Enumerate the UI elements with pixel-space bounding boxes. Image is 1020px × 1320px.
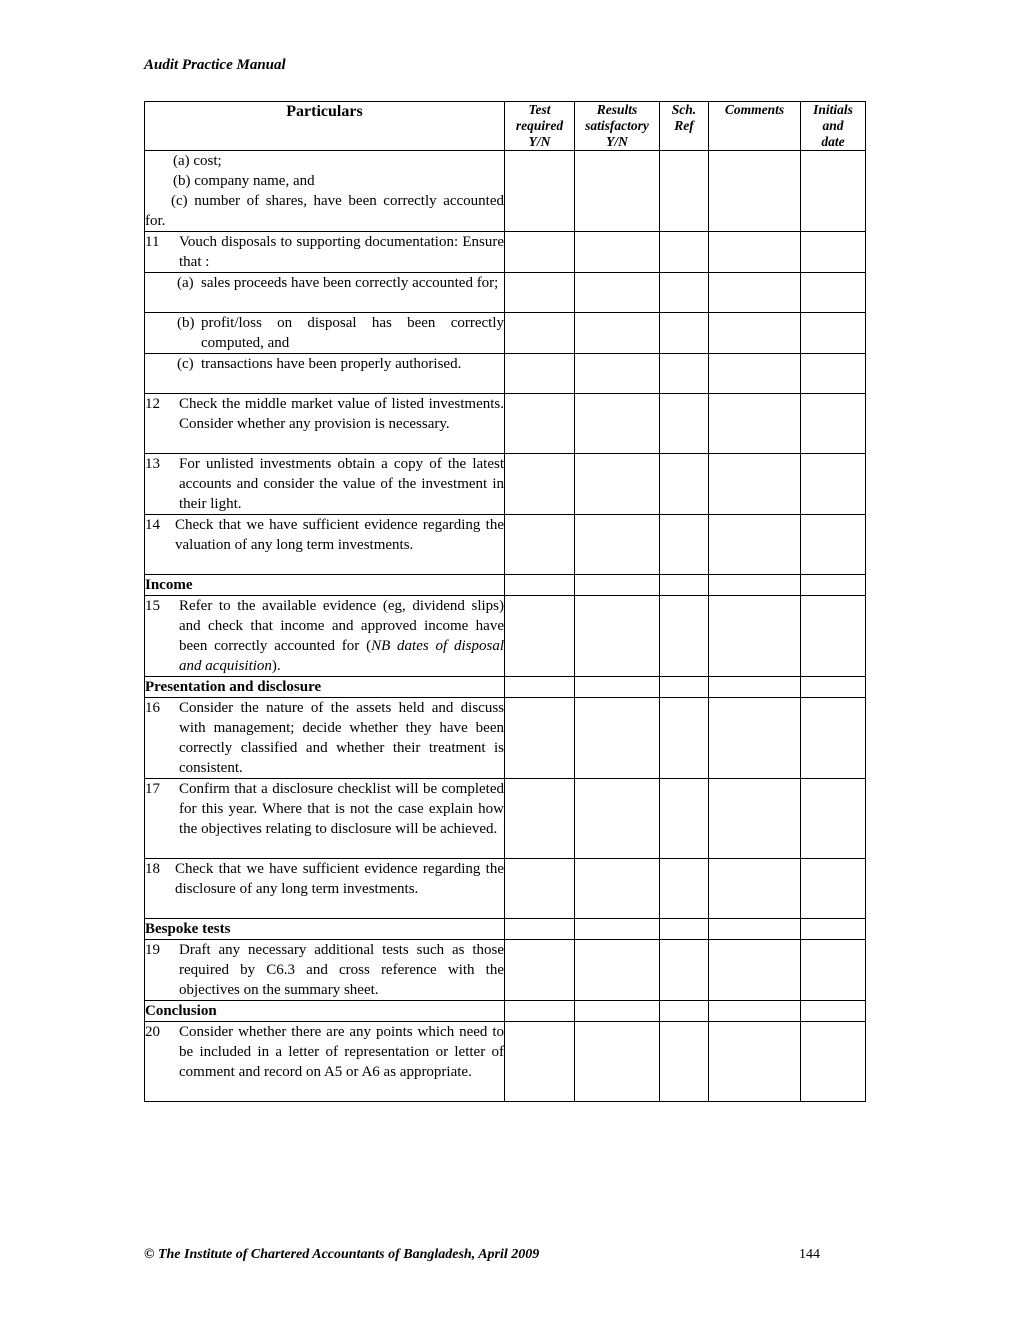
table-row: 17 Confirm that a disclosure checklist will be completed for this year. Where that is not the case explain how the objectives relating to disclosure will be achieved. [145,779,866,859]
table-row: (c) transactions have been properly authorised. [145,354,866,394]
table-row: 15 Refer to the available evidence (eg, dividend slips) and check that income and approved income have been correctly accounted for (NB dates of disposal and acquisition). [145,596,866,677]
results-cell[interactable] [575,151,660,232]
header-test-required: Test required Y/N [505,102,575,151]
page-number: 144 [799,1247,820,1262]
table-row: 11 Vouch disposals to supporting documentation: Ensure that : [145,232,866,273]
particulars-cell: (a) cost; (b) company name, and (c) number of shares, have been correctly accounted for. [145,151,505,232]
table-row: 19 Draft any necessary additional tests such as those required by C6.3 and cross reference with the objectives on the summary sheet. [145,940,866,1001]
section-heading: Presentation and disclosure [145,677,505,698]
table-row: (a) sales proceeds have been correctly accounted for; [145,273,866,313]
sch-ref-cell[interactable] [660,151,709,232]
section-row-income [145,575,866,596]
header-initials-date: Initials and date [801,102,866,151]
header-sch-ref: Sch. Ref [660,102,709,151]
audit-checklist-table [144,101,866,1102]
initials-cell[interactable] [801,151,866,232]
table-row: 14 Check that we have sufficient evidence regarding the valuation of any long term investments. [145,515,866,575]
section-heading: Conclusion [145,1001,505,1022]
page-header-title: Audit Practice Manual [144,57,286,73]
table-row: 13 For unlisted investments obtain a copy of the latest accounts and consider the value of the investment in their light. [145,454,866,515]
table-row: 18 Check that we have sufficient evidence regarding the disclosure of any long term investments. [145,859,866,919]
section-row-conclusion [145,1001,866,1022]
test-required-cell[interactable] [505,151,575,232]
section-heading: Income [145,575,505,596]
table-row: 16 Consider the nature of the assets held and discuss with management; decide whether they have been correctly classified and whether their treatment is consistent. [145,698,866,779]
table-header-row [145,102,866,151]
header-comments: Comments [709,102,801,151]
table-row [145,151,866,232]
comments-cell[interactable] [709,151,801,232]
section-row-bespoke [145,919,866,940]
header-results-satisfactory: Results satisfactory Y/N [575,102,660,151]
table-row: 12 Check the middle market value of listed investments. Consider whether any provision is necessary. [145,394,866,454]
section-row-presentation [145,677,866,698]
section-heading: Bespoke tests [145,919,505,940]
table-row: 20 Consider whether there are any points which need to be included in a letter of representation or letter of comment and record on A5 or A6 as appropriate. [145,1022,866,1102]
table-row: (b) profit/loss on disposal has been correctly computed, and [145,313,866,354]
footer-copyright: © The Institute of Chartered Accountants of Bangladesh, April 2009 [144,1247,540,1262]
header-particulars: Particulars [145,102,505,151]
